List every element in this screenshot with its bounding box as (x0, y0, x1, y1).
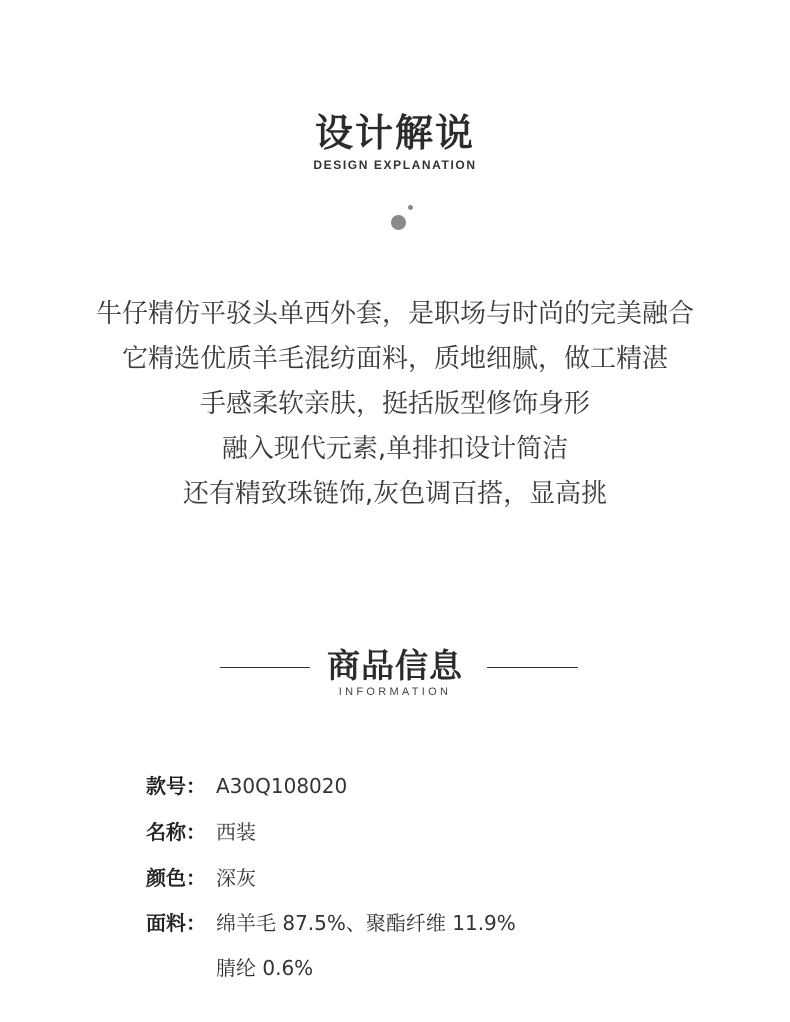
spec-row-name (146, 818, 256, 846)
decorative-dot-large (391, 215, 406, 230)
spec-label: 款号： (146, 774, 206, 798)
spec-row-fabric (146, 909, 516, 937)
title-divider-right (487, 667, 578, 668)
design-section-title: 设计解说 (314, 111, 475, 155)
design-section-subtitle: DESIGN EXPLANATION (313, 158, 477, 172)
spec-label: 颜色： (146, 866, 206, 890)
description-line: 牛仔精仿平驳头单西外套，是职场与时尚的完美融合 (95, 299, 694, 329)
spec-label: 面料： (146, 911, 206, 935)
decorative-dot-small (408, 205, 413, 210)
design-description (0, 292, 790, 517)
spec-label: 名称： (146, 820, 206, 844)
spec-value: A30Q108020 (216, 774, 348, 798)
description-line: 它精选优质羊毛混纺面料，质地细腻，做工精湛 (121, 344, 668, 374)
spec-value: 深灰 (216, 866, 256, 890)
description-line: 还有精致珠链饰,灰色调百搭，显高挑 (182, 479, 608, 509)
spec-value: 绵羊毛 87.5%、聚酯纤维 11.9% (216, 911, 516, 935)
info-section-title: 商品信息 (327, 646, 463, 685)
description-line: 融入现代元素,单排扣设计简洁 (221, 434, 569, 464)
spec-value: 腈纶 0.6% (216, 956, 314, 980)
description-line: 手感柔软亲肤，挺括版型修饰身形 (199, 389, 590, 419)
spec-row-style-number (146, 772, 347, 800)
spec-row-fabric-continued (146, 954, 313, 982)
spec-value: 西装 (216, 820, 256, 844)
spec-row-color (146, 864, 256, 892)
info-section-subtitle: INFORMATION (338, 686, 452, 698)
